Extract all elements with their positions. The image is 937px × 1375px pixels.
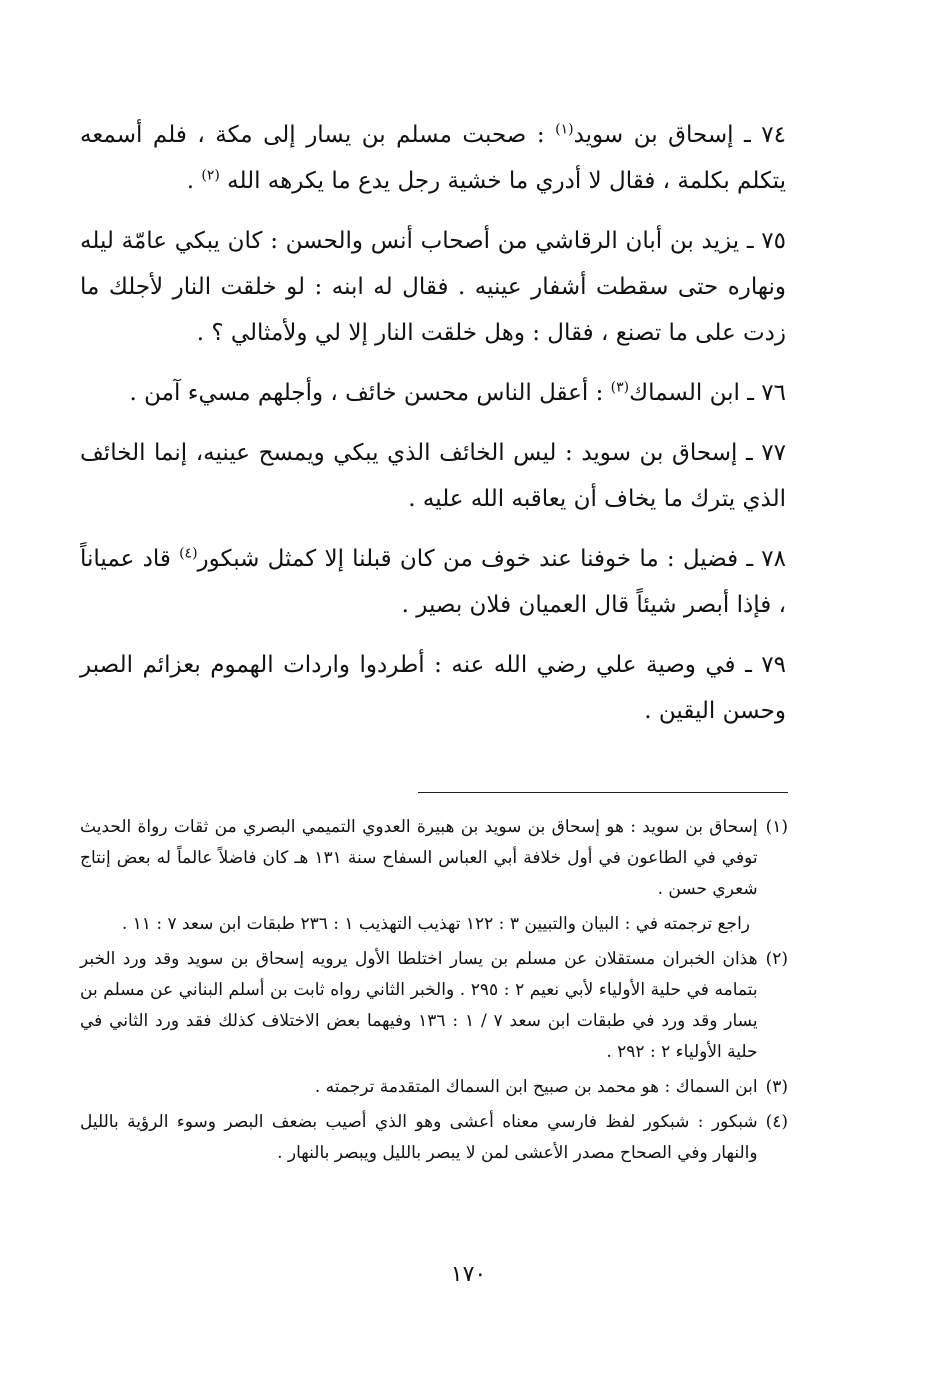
paragraph-79 [80, 642, 786, 734]
paragraph-text: . [186, 168, 195, 194]
footnotes [80, 812, 788, 1173]
page-number: ١٧٠ [450, 1262, 487, 1287]
paragraph-text: قاد عمياناً ، فإذا أبصر شيئاً قال العميان فلان بصير . [80, 546, 786, 618]
footnote-text: إسحاق بن سويد : هو إسحاق بن سويد بن هبيرة العدوي التميمي البصري من ثقات رواة الحديث توفي في الطاعون في أول خلافة أبي العباس السفاح سنة ١٣١ هـ كان فاضلاً عالماً له بعض إنتاج شعري حسن . [80, 817, 758, 899]
footnote-text: هذان الخبران مستقلان عن مسلم بن يسار اختلطا الأول يرويه إسحاق بن سويد وقد ورد الخبر بتمامه في حلية الأولياء لأبي نعيم ٢ : ٢٩٥ . والخبر الثاني رواه ثابت بن أسلم البناني عن مسلم بن يسار وقد ورد في طبقات ابن سعد ٧ / ١ : ١٣٦ وفيهما بعض الاختلاف كذلك فقد ورد الثاني في حلية الأولياء ٢ : ٢٩٢ . [80, 949, 758, 1062]
paragraph-text: في وصية علي رضي الله عنه : أطردوا واردات الهموم بعزائم الصبر وحسن اليقين . [80, 652, 786, 724]
paragraph-number: ٧٧ ـ [745, 440, 786, 466]
paragraph-text: فضيل : ما خوفنا عند خوف من كان قبلنا إلا كمثل شبكور [197, 546, 739, 572]
paragraph-text: ابن السماك [629, 380, 740, 406]
footnote-number: (١) [765, 817, 788, 837]
paragraph-78 [80, 536, 786, 628]
paragraph-number: ٧٤ ـ [744, 122, 786, 148]
paragraph-text: : أعقل الناس محسن خائف ، وأجلهم مسيء آمن . [129, 380, 604, 406]
paragraph-text: : صحبت مسلم بن يسار إلى مكة ، فلم أسمعه يتكلم بكلمة ، فقال لا أدري ما خشية رجل يدع ما يكرهه الله [80, 122, 786, 194]
footnote-number: (٣) [765, 1077, 788, 1097]
footnote-ref: (٤) [179, 545, 198, 562]
paragraph-74 [80, 112, 786, 204]
paragraph-text: إسحاق بن سويد : ليس الخائف الذي يبكي ويمسح عينيه، إنما الخائف الذي يترك ما يخاف أن يعاقبه الله عليه . [80, 440, 786, 512]
footnote-number: (٢) [765, 949, 788, 969]
paragraph-number: ٧٨ ـ [746, 546, 787, 572]
paragraph-number: ٧٥ ـ [746, 228, 786, 254]
footnote-ref: (١) [555, 121, 574, 138]
paragraph-number: ٧٦ ـ [747, 380, 786, 406]
paragraph-number: ٧٩ ـ [745, 652, 787, 678]
paragraph-75 [80, 218, 786, 356]
footnote-3 [80, 1072, 788, 1103]
footnote-1-continued [80, 909, 788, 940]
footnote-4 [80, 1107, 788, 1169]
paragraph-76 [80, 370, 786, 416]
main-text [80, 112, 786, 748]
footnote-1 [80, 812, 788, 905]
footnote-divider [418, 792, 788, 793]
footnote-ref: (٣) [610, 379, 630, 396]
paragraph-text: إسحاق بن سويد [573, 122, 734, 148]
footnote-text: راجع ترجمته في : البيان والتبيين ٣ : ١٢٢ تهذيب التهذيب ١ : ٢٣٦ طبقات ابن سعد ٧ : ١١ . [121, 914, 750, 934]
footnote-number: (٤) [765, 1112, 788, 1132]
paragraph-text: يزيد بن أبان الرقاشي من أصحاب أنس والحسن : كان يبكي عامّة ليله ونهاره حتى سقطت أشفار عينيه . فقال له ابنه : لو خلقت النار لأجلك ما زدت على ما تصنع ، فقال : وهل خلقت النار إلا لي ولأمثالي ؟ . [80, 228, 786, 346]
paragraph-77 [80, 430, 786, 522]
footnote-text: ابن السماك : هو محمد بن صبيح ابن السماك المتقدمة ترجمته . [314, 1077, 758, 1097]
footnote-ref: (٢) [201, 167, 220, 184]
footnote-2 [80, 944, 788, 1068]
footnote-text: شبكور : شبكور لفظ فارسي معناه أعشى وهو الذي أصيب بضعف البصر وسوء الرؤية بالليل والنهار وفي الصحاح مصدر الأعشى لمن لا يبصر بالليل ويبصر بالنهار . [80, 1112, 758, 1163]
